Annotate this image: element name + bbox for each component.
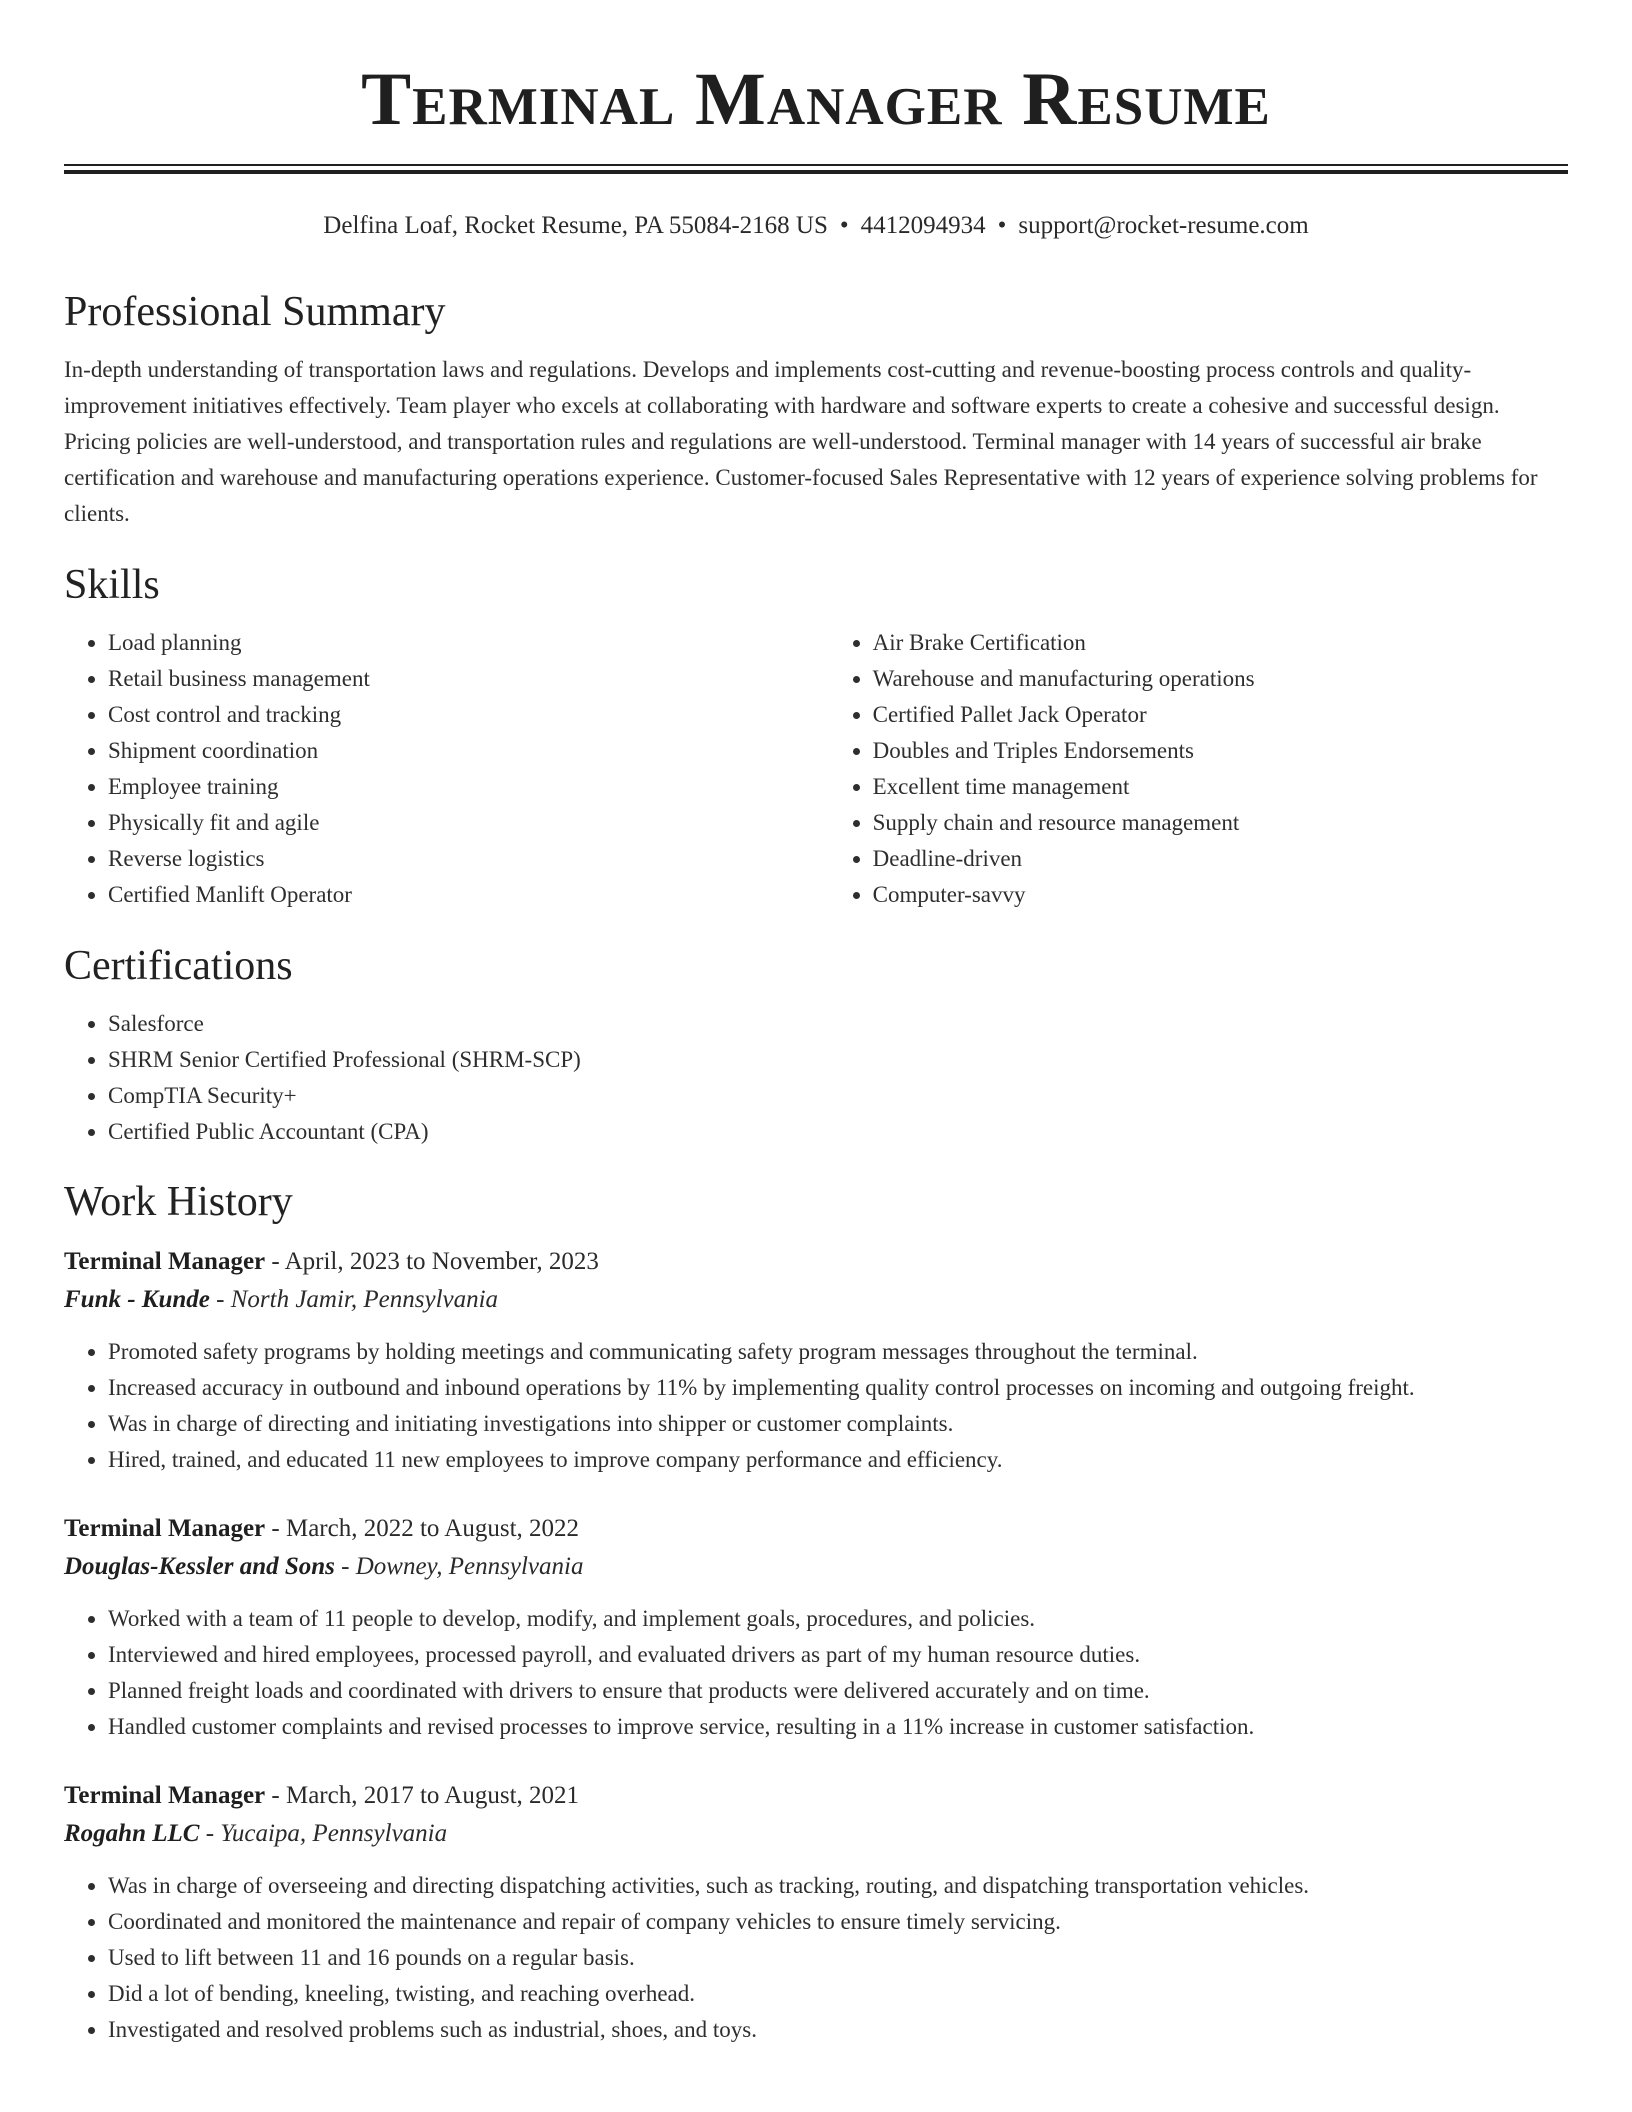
skill-item: • Certified Pallet Jack Operator <box>873 697 1568 733</box>
skill-item: • Deadline-driven <box>873 841 1568 877</box>
job-title: Terminal Manager <box>64 1782 266 1809</box>
contact-phone: 4412094934 <box>860 212 986 239</box>
company-separator: - <box>209 1286 231 1313</box>
title-divider <box>64 164 1568 174</box>
company-separator: - <box>199 1820 221 1847</box>
job-entry <box>64 1243 1568 1478</box>
job-bullet: • Was in charge of directing and initiating investigations into shipper or customer complaints. <box>108 1406 1568 1442</box>
contact-line <box>64 209 1568 243</box>
job-bullet: • Hired, trained, and educated 11 new employees to improve company performance and efficiency. <box>108 1442 1568 1478</box>
certifications-list <box>64 1006 1568 1150</box>
summary-heading: Professional Summary <box>64 289 446 335</box>
company-location: Yucaipa, Pennsylvania <box>220 1820 448 1847</box>
job-bullet: • Promoted safety programs by holding meetings and communicating safety program messages throughout the terminal. <box>108 1334 1568 1370</box>
certification-item: • Salesforce <box>108 1006 1568 1042</box>
job-title-line <box>64 1510 1568 1548</box>
job-bullet: • Handled customer complaints and revised processes to improve service, resulting in a 11% increase in customer satisfaction. <box>108 1709 1568 1745</box>
summary-text: In-depth understanding of transportation laws and regulations. Develops and implements cost-cutting and revenue-boosting process controls and quality-improvement initiatives effectively. Team player who excels at collaborating with hardware and software experts to create a cohesive and successful design. Pricing policies are well-understood, and transportation rules and regulations are well-understood. Terminal manager with 14 years of successful air brake certification and warehouse and manufacturing operations experience. Customer-focused Sales Representative with 12 years of experience solving problems for clients. <box>64 357 1538 526</box>
job-bullets <box>64 1868 1568 2048</box>
job-dates: March, 2017 to August, 2021 <box>285 1782 580 1809</box>
job-bullets <box>64 1601 1568 1745</box>
job-bullet: • Used to lift between 11 and 16 pounds on a regular basis. <box>108 1940 1568 1976</box>
job-title: Terminal Manager <box>64 1515 266 1542</box>
skill-item: • Cost control and tracking <box>108 697 829 733</box>
company-line <box>64 1548 1568 1586</box>
resume-title: Terminal Manager Resume <box>361 58 1271 141</box>
skill-item: • Air Brake Certification <box>873 625 1568 661</box>
job-bullets <box>64 1334 1568 1478</box>
skill-item: • Load planning <box>108 625 829 661</box>
contact-address: Delfina Loaf, Rocket Resume, PA 55084-2168 US <box>323 212 828 239</box>
job-dates: April, 2023 to November, 2023 <box>284 1248 599 1275</box>
work-history-heading: Work History <box>64 1179 293 1225</box>
contact-separator: • <box>839 212 849 239</box>
skills-list-right <box>829 625 1568 913</box>
certification-item: • Certified Public Accountant (CPA) <box>108 1114 1568 1150</box>
job-title-line <box>64 1243 1568 1281</box>
job-bullet: • Investigated and resolved problems such as industrial, shoes, and toys. <box>108 2012 1568 2048</box>
job-bullet: • Coordinated and monitored the maintenance and repair of company vehicles to ensure timely servicing. <box>108 1904 1568 1940</box>
job-bullet: • Interviewed and hired employees, processed payroll, and evaluated drivers as part of my human resource duties. <box>108 1637 1568 1673</box>
skills-list-left <box>64 625 829 913</box>
skill-item: • Reverse logistics <box>108 841 829 877</box>
company-name: Douglas-Kessler and Sons <box>64 1553 335 1580</box>
job-entry <box>64 1777 1568 2048</box>
skill-item: • Physically fit and agile <box>108 805 829 841</box>
job-bullet: • Did a lot of bending, kneeling, twisting, and reaching overhead. <box>108 1976 1568 2012</box>
company-location: Downey, Pennsylvania <box>355 1553 584 1580</box>
job-separator: - <box>265 1248 285 1275</box>
certification-item: • CompTIA Security+ <box>108 1078 1568 1114</box>
skill-item: • Computer-savvy <box>873 877 1568 913</box>
company-name: Funk - Kunde <box>64 1286 210 1313</box>
job-dates: March, 2022 to August, 2022 <box>285 1515 580 1542</box>
company-separator: - <box>334 1553 356 1580</box>
job-bullet: • Planned freight loads and coordinated with drivers to ensure that products were delivered accurately and on time. <box>108 1673 1568 1709</box>
company-location: North Jamir, Pennsylvania <box>230 1286 499 1313</box>
job-bullet: • Worked with a team of 11 people to develop, modify, and implement goals, procedures, and policies. <box>108 1601 1568 1637</box>
contact-separator: • <box>997 212 1007 239</box>
job-bullet: • Was in charge of overseeing and directing dispatching activities, such as tracking, routing, and dispatching transportation vehicles. <box>108 1868 1568 1904</box>
certifications-heading: Certifications <box>64 943 293 989</box>
company-line <box>64 1815 1568 1853</box>
job-title-line <box>64 1777 1568 1815</box>
job-separator: - <box>265 1782 286 1809</box>
skill-item: • Shipment coordination <box>108 733 829 769</box>
skill-item: • Supply chain and resource management <box>873 805 1568 841</box>
contact-email: support@rocket-resume.com <box>1018 212 1309 239</box>
skill-item: • Doubles and Triples Endorsements <box>873 733 1568 769</box>
company-name: Rogahn LLC <box>64 1820 200 1847</box>
company-line <box>64 1281 1568 1319</box>
skill-item: • Employee training <box>108 769 829 805</box>
skills-heading: Skills <box>64 562 160 608</box>
skill-item: • Warehouse and manufacturing operations <box>873 661 1568 697</box>
skill-item: • Excellent time management <box>873 769 1568 805</box>
skills-grid <box>64 625 1568 913</box>
job-title: Terminal Manager <box>64 1248 266 1275</box>
certification-item: • SHRM Senior Certified Professional (SHRM-SCP) <box>108 1042 1568 1078</box>
job-entry <box>64 1510 1568 1745</box>
skill-item: • Retail business management <box>108 661 829 697</box>
job-separator: - <box>265 1515 286 1542</box>
skill-item: • Certified Manlift Operator <box>108 877 829 913</box>
job-bullet: • Increased accuracy in outbound and inbound operations by 11% by implementing quality control processes on incoming and outgoing freight. <box>108 1370 1568 1406</box>
